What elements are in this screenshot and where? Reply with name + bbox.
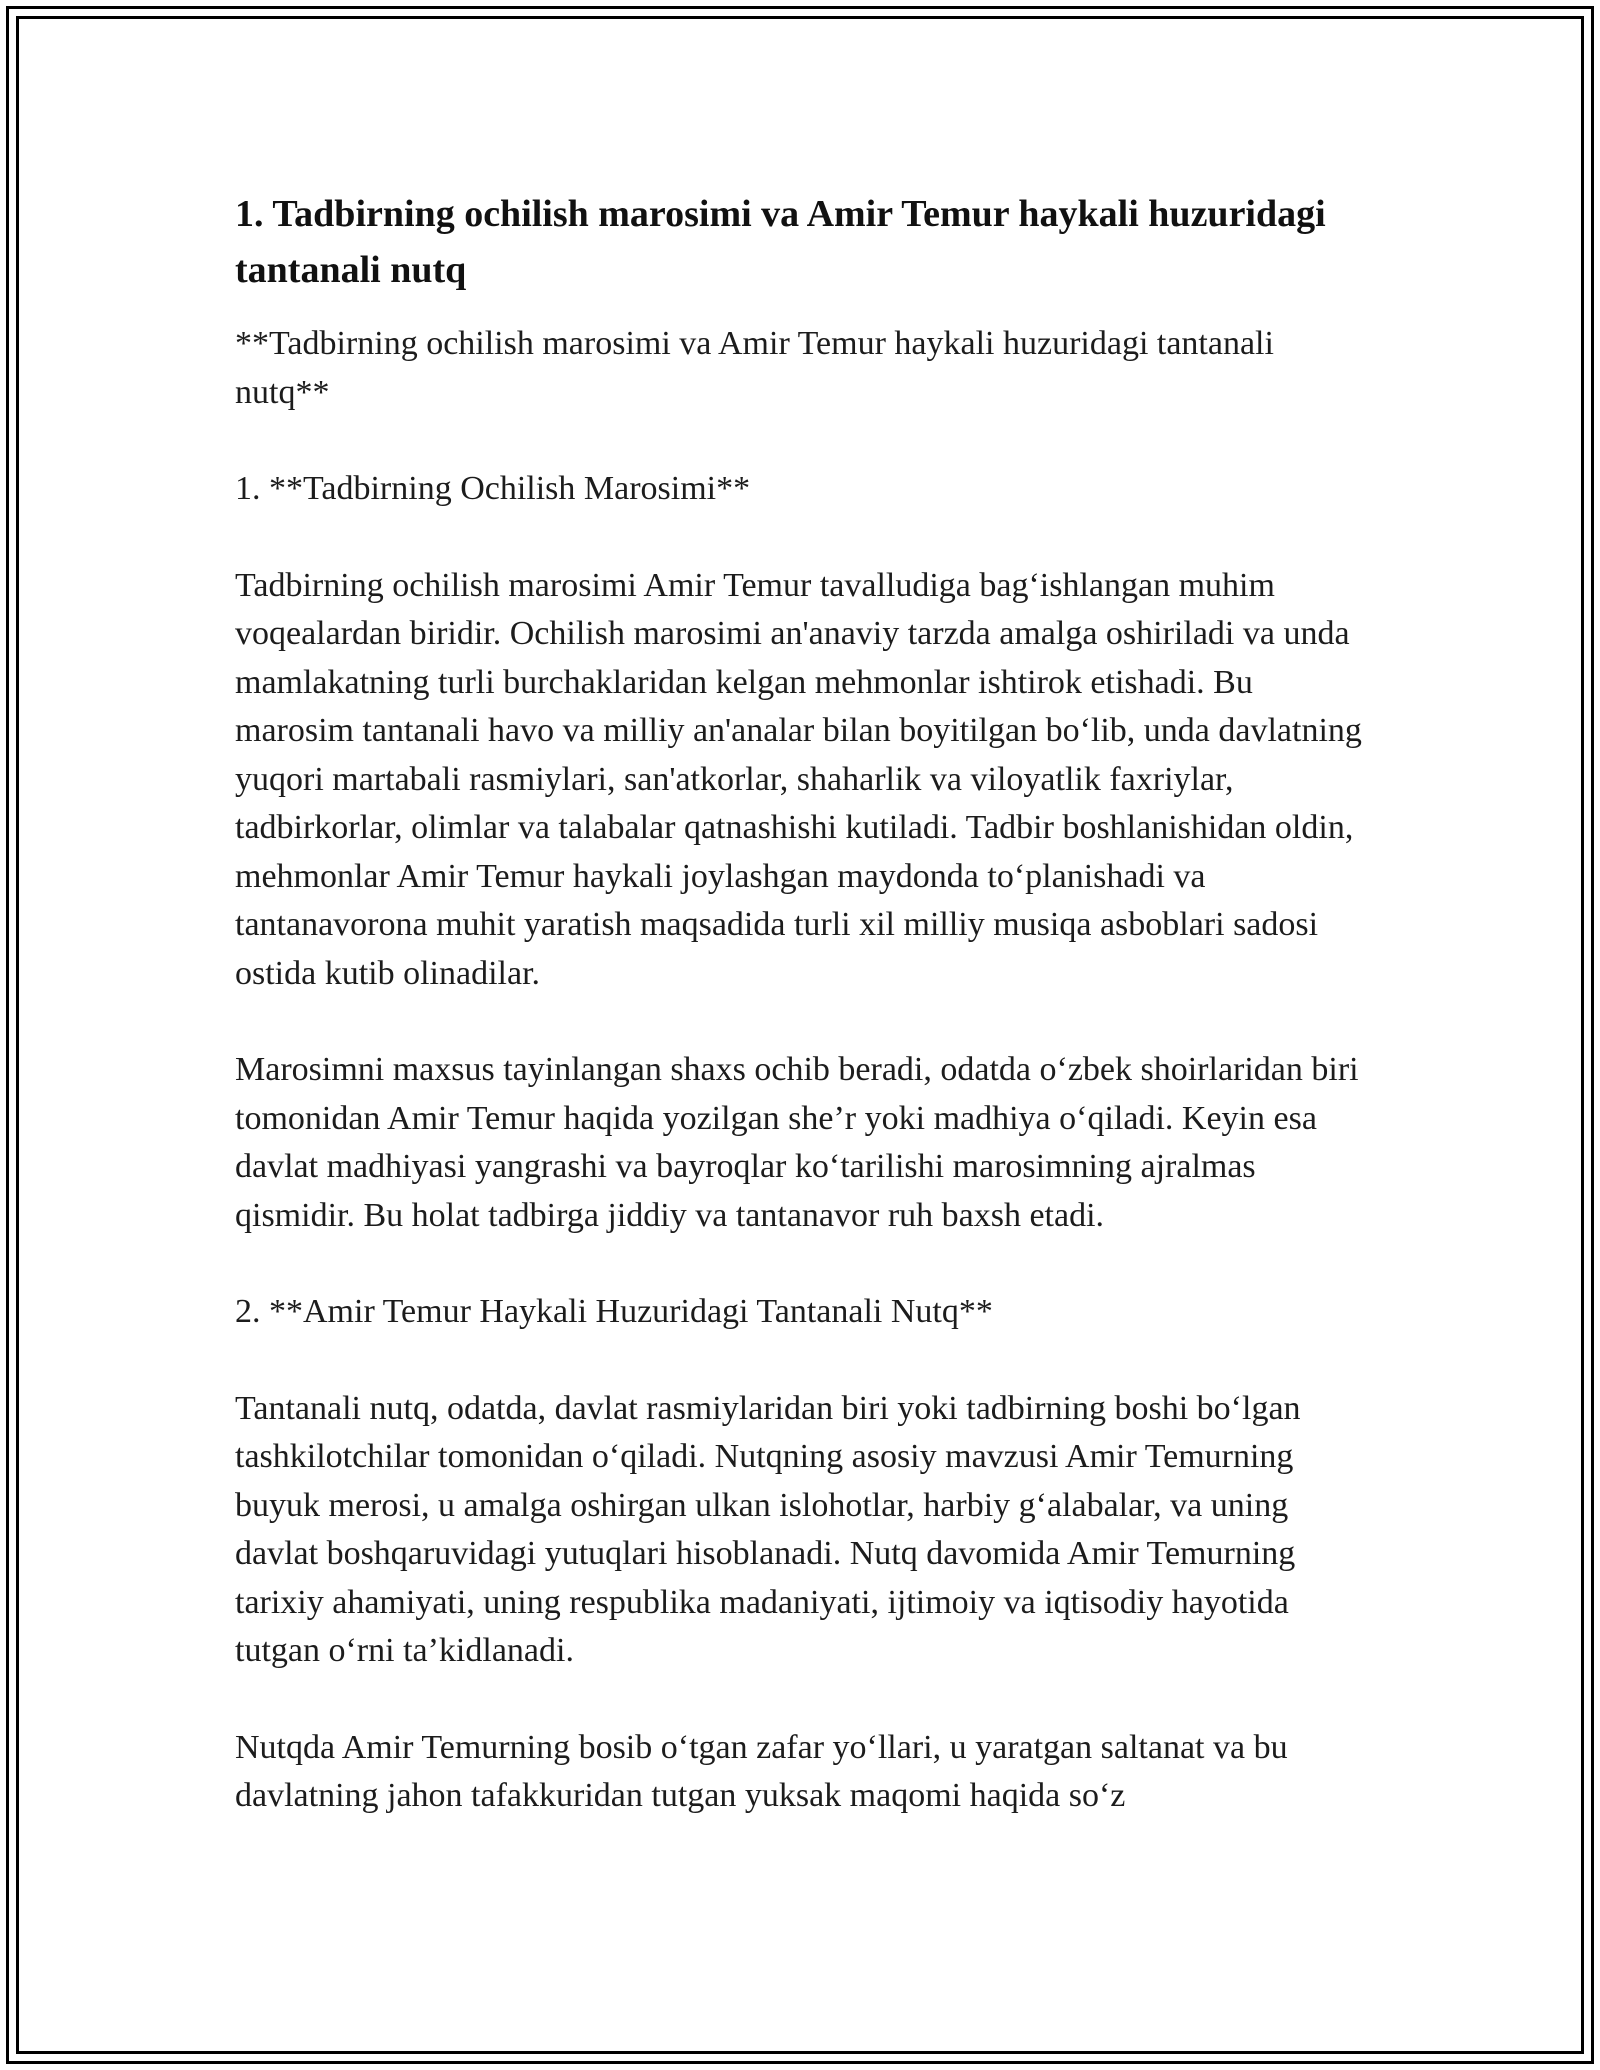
body-paragraph: Tadbirning ochilish marosimi Amir Temur tavalludiga bag‘ishlangan muhim voqealardan biridir. Ochilish marosimi an'anaviy tarzda amalga oshiriladi va unda mamlakatning turli burchaklaridan kelgan mehmonlar ishtirok etishadi. Bu marosim tantanali havo va milliy an'analar bilan boyitilgan bo‘lib, unda davlatning yuqori martabali rasmiylari, san'atkorlar, shaharlik va viloyatlik faxriylar, tadbirkorlar, olimlar va talabalar qatnashishi kutiladi. Tadbir boshlanishidan oldin, mehmonlar Amir Temur haykali joylashgan maydonda to‘planishadi va tantanavorona muhit yaratish maqsadida turli xil milliy musiqa asboblari sadosi ostida kutib olinadilar. [235, 566, 1362, 992]
document-body [235, 186, 1375, 1821]
subtitle-paragraph: **Tadbirning ochilish marosimi va Amir Temur haykali huzuridagi tantanali nutq** [235, 325, 1274, 411]
document-title: 1. Tadbirning ochilish marosimi va Amir Temur haykali huzuridagi tantanali nutq [235, 193, 1326, 291]
body-paragraph: Marosimni maxsus tayinlangan shaxs ochib beradi, odatda o‘zbek shoirlaridan biri tomonidan Amir Temur haqida yozilgan she’r yoki madhiya o‘qiladi. Keyin esa davlat madhiyasi yangrashi va bayroqlar ko‘tarilishi marosimning ajralmas qismidir. Bu holat tadbirga jiddiy va tantanavor ruh baxsh etadi. [235, 1051, 1359, 1234]
body-paragraph: Nutqda Amir Temurning bosib o‘tgan zafar yo‘llari, u yaratgan saltanat va bu davlatning jahon tafakkuridan tutgan yuksak maqomi haqida so‘z [235, 1728, 1288, 1814]
section-heading-ceremonial-speech: 2. **Amir Temur Haykali Huzuridagi Tantanali Nutq** [235, 1293, 993, 1330]
section-heading-opening-ceremony: 1. **Tadbirning Ochilish Marosimi** [235, 470, 751, 507]
body-paragraph: Tantanali nutq, odatda, davlat rasmiylaridan biri yoki tadbirning boshi bo‘lgan tashkilotchilar tomonidan o‘qiladi. Nutqning asosiy mavzusi Amir Temurning buyuk merosi, u amalga oshirgan ulkan islohotlar, harbiy g‘alabalar, va uning davlat boshqaruvidagi yutuqlari hisoblanadi. Nutq davomida Amir Temurning tarixiy ahamiyati, uning respublika madaniyati, ijtimoiy va iqtisodiy hayotida tutgan o‘rni ta’kidlanadi. [235, 1389, 1301, 1669]
